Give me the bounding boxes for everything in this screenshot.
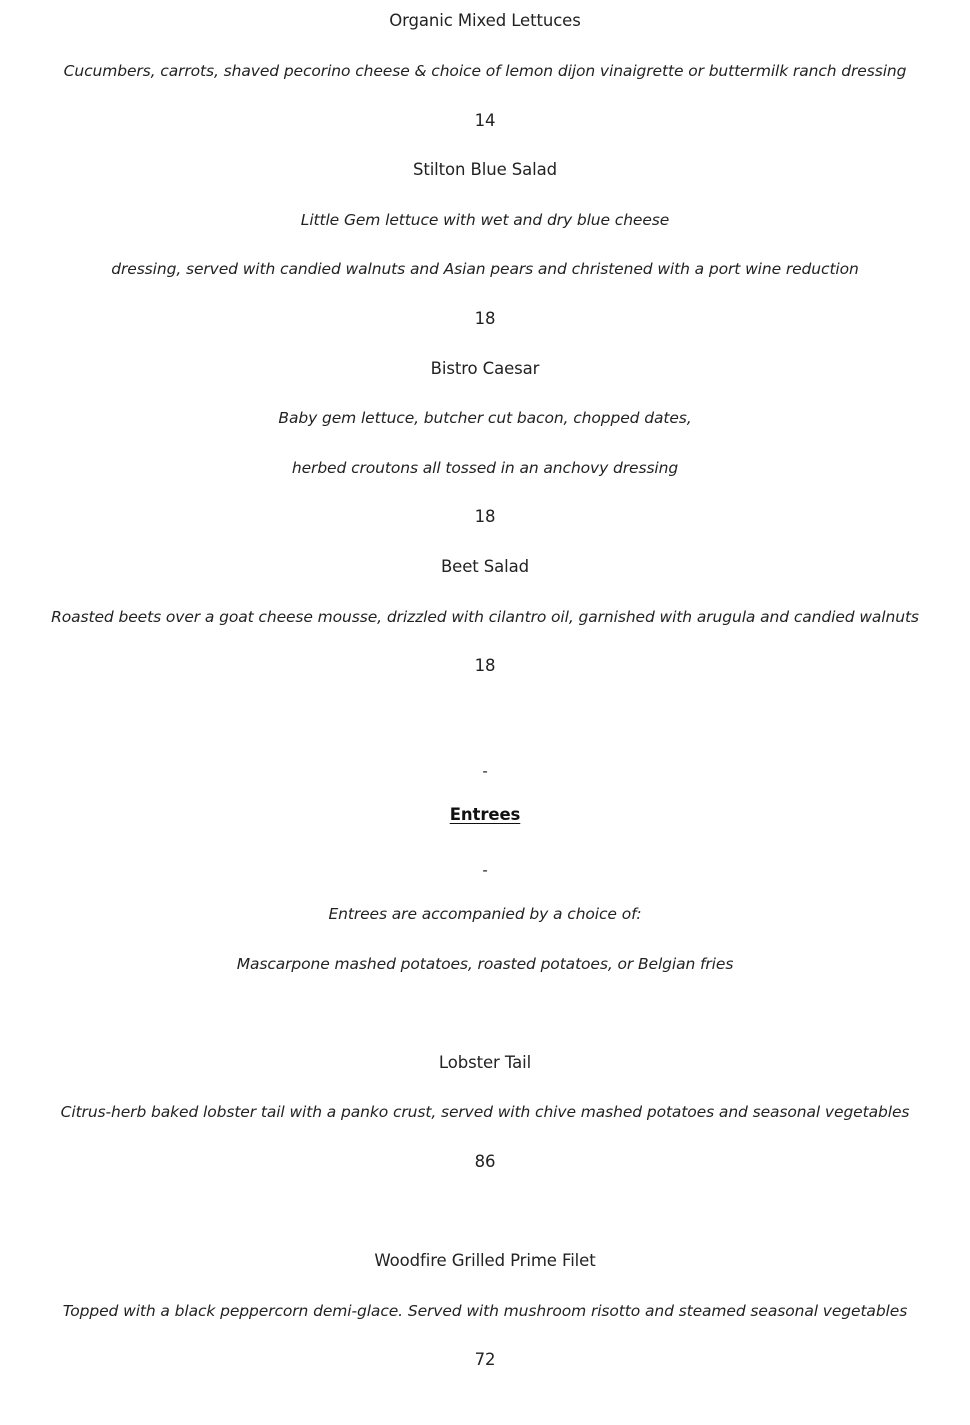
section-intro: Entrees are accompanied by a choice of:	[328, 905, 642, 923]
menu-item-name: Bistro Caesar	[430, 359, 540, 378]
menu-item-name: Stilton Blue Salad	[412, 160, 558, 179]
menu-item-description: Cucumbers, carrots, shaved pecorino cheese & choice of lemon dijon vinaigrette or buttermilk ranch dressing	[63, 62, 907, 80]
section-intro: Mascarpone mashed potatoes, roasted potatoes, or Belgian fries	[236, 955, 734, 973]
menu-item-name: Beet Salad	[440, 557, 530, 576]
menu-item-price: 14	[474, 111, 496, 130]
section-divider: -	[482, 861, 488, 879]
menu-item-name: Organic Mixed Lettuces	[389, 11, 581, 30]
menu-item-description: Little Gem lettuce with wet and dry blue cheese	[300, 211, 670, 229]
menu-item-description: Roasted beets over a goat cheese mousse, drizzled with cilantro oil, garnished with arugula and candied walnuts	[51, 608, 919, 626]
menu-item-price: 18	[474, 656, 496, 675]
menu-item-description: Citrus-herb baked lobster tail with a panko crust, served with chive mashed potatoes and seasonal vegetables	[60, 1103, 910, 1121]
menu-item-price: 86	[474, 1152, 496, 1171]
menu-item-description: dressing, served with candied walnuts and Asian pears and christened with a port wine reduction	[111, 260, 859, 278]
menu-item-name: Woodfire Grilled Prime Filet	[374, 1251, 596, 1270]
menu-item-price: 18	[474, 507, 496, 526]
menu-item-description: herbed croutons all tossed in an anchovy dressing	[291, 459, 679, 477]
menu-item-price: 72	[474, 1350, 496, 1369]
menu-item-name: Lobster Tail	[438, 1053, 532, 1072]
section-divider: -	[482, 762, 488, 780]
menu-item-price: 18	[474, 309, 496, 328]
menu-item-description: Baby gem lettuce, butcher cut bacon, chopped dates,	[278, 409, 692, 427]
section-heading: Entrees	[449, 805, 521, 824]
menu-item-description: Topped with a black peppercorn demi-glace. Served with mushroom risotto and steamed seasonal vegetables	[62, 1302, 908, 1320]
